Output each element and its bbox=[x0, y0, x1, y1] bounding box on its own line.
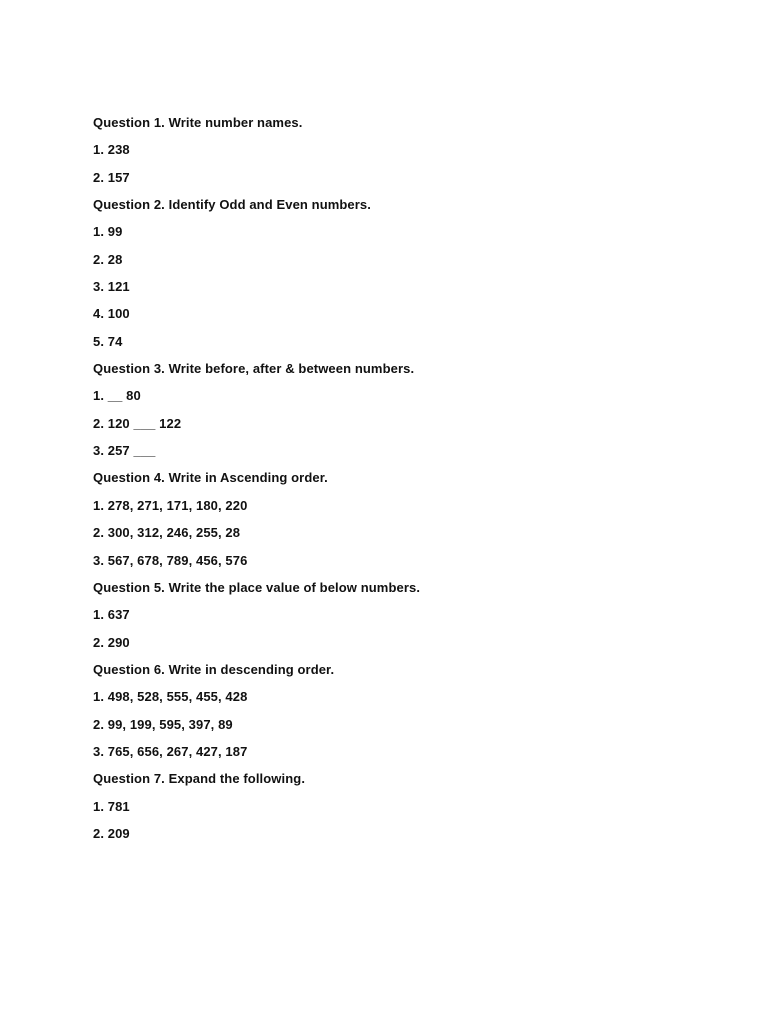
question-5-item-2: 2. 290 bbox=[93, 634, 130, 650]
question-7-item-2: 2. 209 bbox=[93, 825, 130, 841]
question-6-heading: Question 6. Write in descending order. bbox=[93, 661, 335, 677]
question-1-item-1: 1. 238 bbox=[93, 142, 130, 158]
question-1-item-2: 2. 157 bbox=[93, 169, 130, 185]
question-3-item-3: 3. 257 ___ bbox=[93, 443, 156, 459]
question-2-item-5: 5. 74 bbox=[93, 333, 123, 349]
question-2-item-3: 3. 121 bbox=[93, 279, 130, 295]
worksheet-content bbox=[93, 114, 693, 852]
question-6-item-3: 3. 765, 656, 267, 427, 187 bbox=[93, 743, 248, 759]
question-3-heading: Question 3. Write before, after & between numbers. bbox=[93, 361, 415, 377]
question-3-item-1: 1. __ 80 bbox=[93, 388, 141, 404]
question-5-item-1: 1. 637 bbox=[93, 607, 130, 623]
question-4-item-3: 3. 567, 678, 789, 456, 576 bbox=[93, 552, 248, 568]
question-6-item-1: 1. 498, 528, 555, 455, 428 bbox=[93, 689, 248, 705]
question-7-item-1: 1. 781 bbox=[93, 798, 130, 814]
question-2-item-2: 2. 28 bbox=[93, 251, 123, 267]
question-2-heading: Question 2. Identify Odd and Even numbers. bbox=[93, 197, 371, 213]
question-2-item-1: 1. 99 bbox=[93, 224, 123, 240]
question-5-heading: Question 5. Write the place value of below numbers. bbox=[93, 579, 421, 595]
question-2-item-4: 4. 100 bbox=[93, 306, 130, 322]
question-3-item-2: 2. 120 ___ 122 bbox=[93, 415, 182, 431]
question-7-heading: Question 7. Expand the following. bbox=[93, 771, 306, 787]
question-4-item-2: 2. 300, 312, 246, 255, 28 bbox=[93, 525, 241, 541]
question-1-heading: Question 1. Write number names. bbox=[93, 115, 303, 130]
question-4-item-1: 1. 278, 271, 171, 180, 220 bbox=[93, 497, 248, 513]
question-4-heading: Question 4. Write in Ascending order. bbox=[93, 470, 328, 486]
question-6-item-2: 2. 99, 199, 595, 397, 89 bbox=[93, 716, 233, 732]
